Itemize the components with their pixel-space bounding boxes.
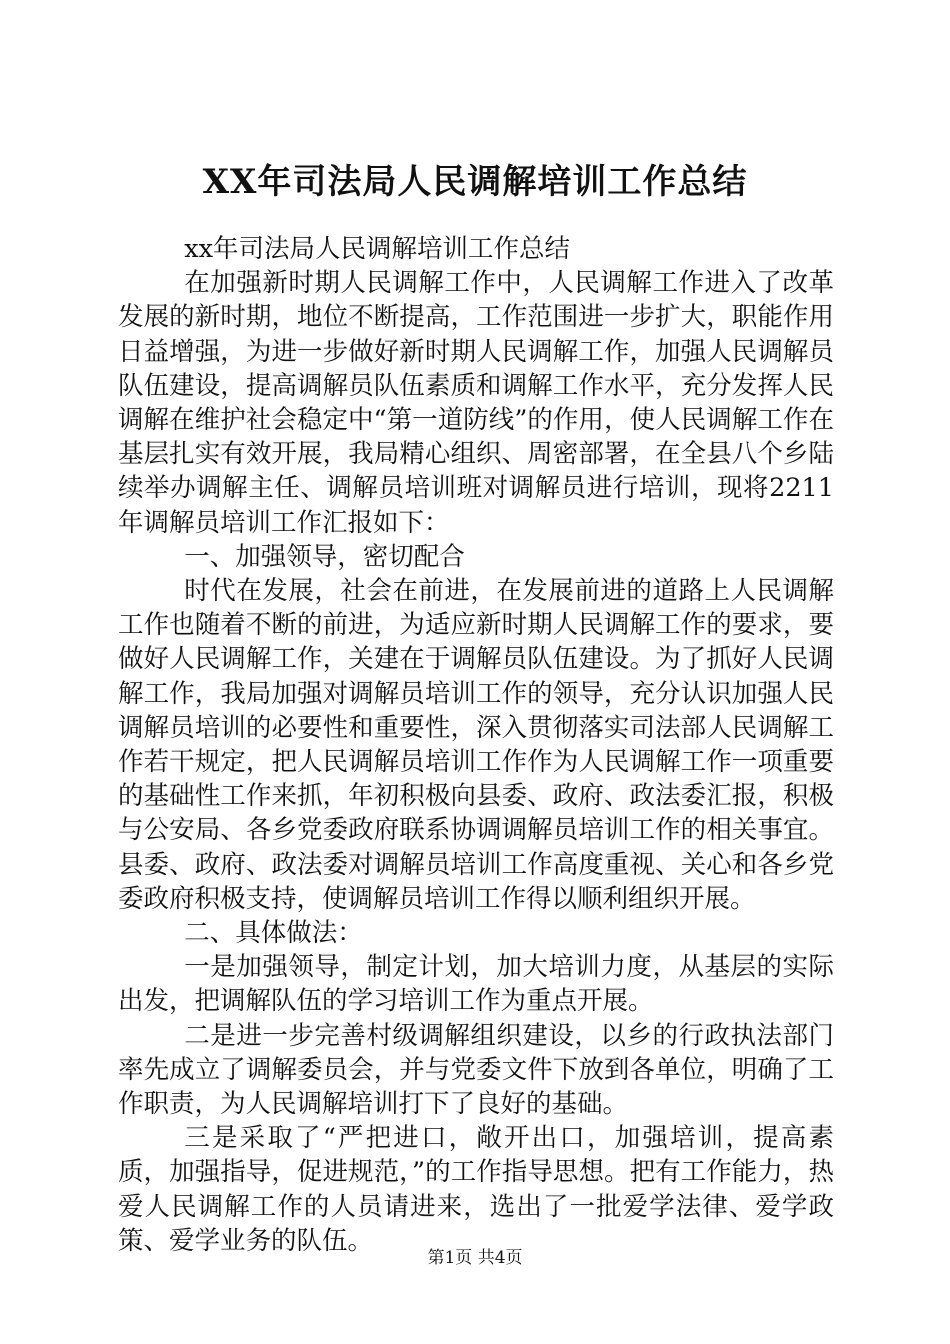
section-heading-2: 二、具体做法： (184, 918, 363, 949)
page-footer: 第1页 共4页 (427, 1248, 523, 1268)
document-title: XX年司法局人民调解培训工作总结 (202, 162, 748, 202)
measure-paragraph-3: 三是采取了“严把进口，敞开出口，加强培训，提高素质，加强指导，促进规范，”的工作指导思想。把有工作能力，热爱人民调解工作的人员请进来，选出了一批爱学法律、爱学政策、爱学业务的队伍。 (118, 1123, 834, 1256)
section-1-paragraph: 时代在发展，社会在前进，在发展前进的道路上人民调解工作也随着不断的前进，为适应新时期人民调解工作的要求，要做好人民调解工作，关建在于调解员队伍建设。为了抓好人民调解工作，我局加强对调解员培训工作的领导，充分认识加强人民调解员培训的必要性和重要性，深入贯彻落实司法部人民调解工作若干规定，把人民调解员培训工作作为人民调解工作一项重要的基础性工作来抓，年初积极向县委、政府、政法委汇报，积极与公安局、各乡党委政府联系协调调解员培训工作的相关事宜。县委、政府、政法委对调解员培训工作高度重视、关心和各乡党委政府积极支持，使调解员培训工作得以顺利组织开展。 (118, 576, 834, 914)
document-body (118, 232, 834, 1258)
measure-paragraph-2: 二是进一步完善村级调解组织建设，以乡的行政执法部门率先成立了调解委员会，并与党委文件下放到各单位，明确了工作职责，为人民调解培训打下了良好的基础。 (118, 1020, 834, 1120)
section-heading-1: 一、加强领导，密切配合 (184, 541, 465, 572)
subtitle-paragraph: xx年司法局人民调解培训工作总结 (184, 234, 571, 264)
intro-paragraph: 在加强新时期人民调解工作中，人民调解工作进入了改革发展的新时期，地位不断提高，工作范围进一步扩大，职能作用日益增强，为进一步做好新时期人民调解工作，加强人民调解员队伍建设，提高调解员队伍素质和调解工作水平，充分发挥人民调解在维护社会稳定中“第一道防线”的作用，使人民调解工作在基层扎实有效开展，我局精心组织、周密部署，在全县八个乡陆续举办调解主任、调解员培训班对调解员进行培训，现将2211年调解员培训工作汇报如下： (118, 268, 834, 538)
measure-paragraph-1: 一是加强领导，制定计划，加大培训力度，从基层的实际出发，把调解队伍的学习培训工作为重点开展。 (118, 952, 834, 1017)
